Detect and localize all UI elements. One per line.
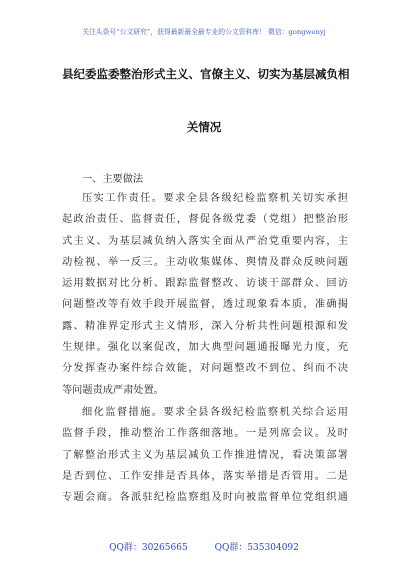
paragraph-line: 压实工作责任。要求全县各级纪检监察机关切实承担 [82, 193, 348, 204]
paragraph-line: 问题整改等有效手段开展监督，透过现象看本质，准确揭 [62, 299, 348, 311]
paragraph-work-responsibility [62, 188, 348, 401]
paragraph-line: 动检视、举一反三。主动收集媒体、舆情及群众反映问题 [62, 256, 348, 268]
paragraph-line: 监督手段，推动整治工作落细落地。一是列席会议。及时 [62, 428, 348, 440]
header-banner: 关注头条号“公文研究”，获得最新最全最专业的公文资料库！ 微信：gongwenyj [82, 28, 326, 36]
paragraph-line: 是否到位、工作安排是否具体，落实举措是否管用。二是 [62, 470, 348, 482]
paragraph-supervision-measures [62, 402, 348, 508]
paragraph-line: 式主义、为基层减负纳入落实全面从严治党重要内容，主 [62, 235, 348, 247]
paragraph-line: 了解整治形式主义为基层减负工作推进情况，看决策部署 [62, 449, 348, 461]
paragraph-line: 生规律。强化以案促改，加大典型问题通报曝光力度，充 [62, 342, 348, 354]
paragraph-line: 露、精准界定形式主义情形，深入分析共性问题根源和发 [62, 320, 348, 332]
section-heading: 一、主要做法 [82, 174, 144, 185]
document-title-line2: 关情况 [186, 120, 222, 134]
paragraph-line: 专题会商。各派驻纪检监察组及时向被监督单位党组织通 [62, 492, 348, 504]
paragraph-line: 细化监督措施。要求全县各级纪检监察机关综合运用 [82, 407, 348, 418]
paragraph-line: 运用数据对比分析、跟踪监督整改、访谈干部群众、回访 [62, 278, 348, 290]
paragraph-line: 等问题责成严肃处置。 [62, 384, 164, 396]
paragraph-line: 分发挥查办案件综合效能，对问题整改不到位、纠而不决 [62, 363, 348, 375]
document-title-line1: 县纪委监委整治形式主义、官僚主义、切实为基层减负相 [62, 67, 350, 81]
footer-qq-group-2: QQ群：535304092 [214, 543, 299, 553]
paragraph-line: 起政治责任、监督责任，督促各级党委（党组）把整治形 [62, 214, 348, 226]
footer-contact [0, 540, 408, 553]
footer-qq-group-1: QQ群：30265665 [109, 543, 188, 553]
